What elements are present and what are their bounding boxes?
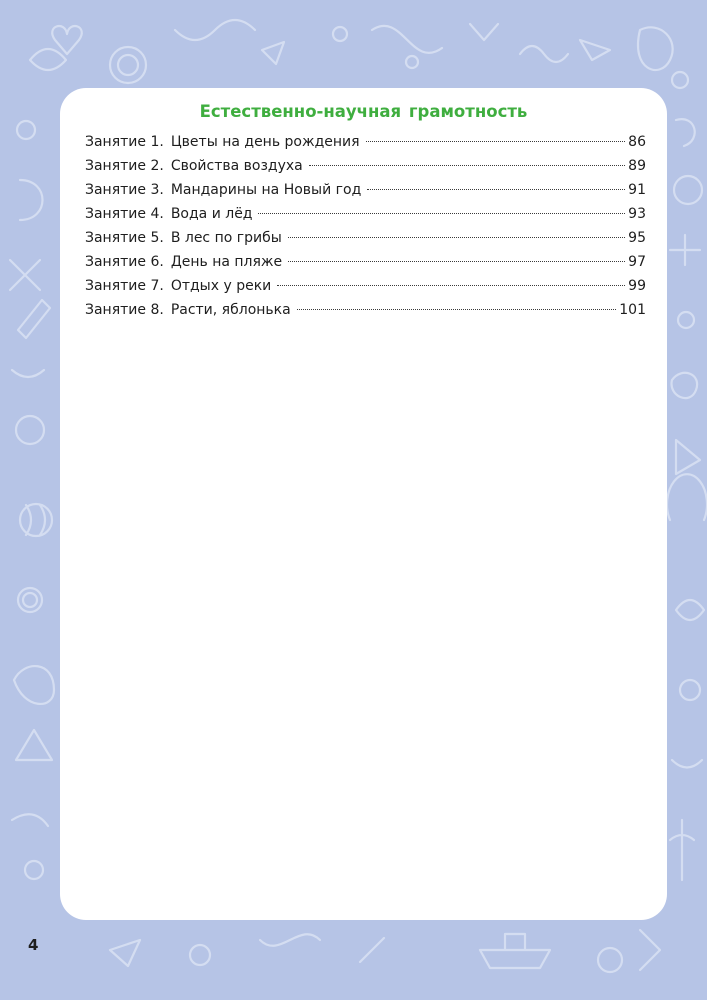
toc-item-lesson: Занятие 7.	[85, 278, 164, 294]
toc-item[interactable]	[85, 206, 646, 230]
page-number: 4	[28, 936, 39, 954]
dot-leader	[288, 261, 625, 262]
toc-item-page: 95	[628, 230, 646, 246]
dot-leader	[288, 237, 625, 238]
section-title: Естественно-научная грамотность	[199, 102, 528, 121]
toc-item-title: Свойства воздуха	[170, 158, 303, 174]
toc-item-page: 89	[628, 158, 646, 174]
toc-item[interactable]	[85, 278, 646, 302]
toc-item-title: В лес по грибы	[170, 230, 282, 246]
toc-item-page: 101	[619, 302, 646, 318]
toc-item-lesson: Занятие 6.	[85, 254, 164, 270]
toc-item-title: Вода и лёд	[170, 206, 253, 222]
dot-leader	[366, 141, 626, 142]
dot-leader	[297, 309, 617, 310]
toc-item-title: День на пляже	[170, 254, 283, 270]
toc-item-lesson: Занятие 8.	[85, 302, 164, 318]
toc-item-title: Отдых у реки	[170, 278, 272, 294]
toc-item[interactable]	[85, 158, 646, 182]
toc-item[interactable]	[85, 230, 646, 254]
toc-item[interactable]	[85, 254, 646, 278]
toc-item-title: Цветы на день рождения	[170, 134, 360, 150]
toc-item-lesson: Занятие 2.	[85, 158, 164, 174]
toc-item-lesson: Занятие 4.	[85, 206, 164, 222]
toc-item-page: 86	[628, 134, 646, 150]
toc-item[interactable]	[85, 182, 646, 206]
toc-item-page: 99	[628, 278, 646, 294]
content-card	[60, 88, 667, 920]
dot-leader	[258, 213, 625, 214]
toc-item-page: 91	[628, 182, 646, 198]
dot-leader	[277, 285, 625, 286]
toc-item-lesson: Занятие 1.	[85, 134, 164, 150]
toc-item-page: 93	[628, 206, 646, 222]
toc-item-title: Расти, яблонька	[170, 302, 291, 318]
dot-leader	[309, 165, 625, 166]
toc-item-lesson: Занятие 5.	[85, 230, 164, 246]
table-of-contents	[85, 134, 646, 326]
toc-item[interactable]	[85, 134, 646, 158]
toc-item-title: Мандарины на Новый год	[170, 182, 362, 198]
dot-leader	[367, 189, 625, 190]
toc-item-lesson: Занятие 3.	[85, 182, 164, 198]
toc-item-page: 97	[628, 254, 646, 270]
toc-item[interactable]	[85, 302, 646, 326]
